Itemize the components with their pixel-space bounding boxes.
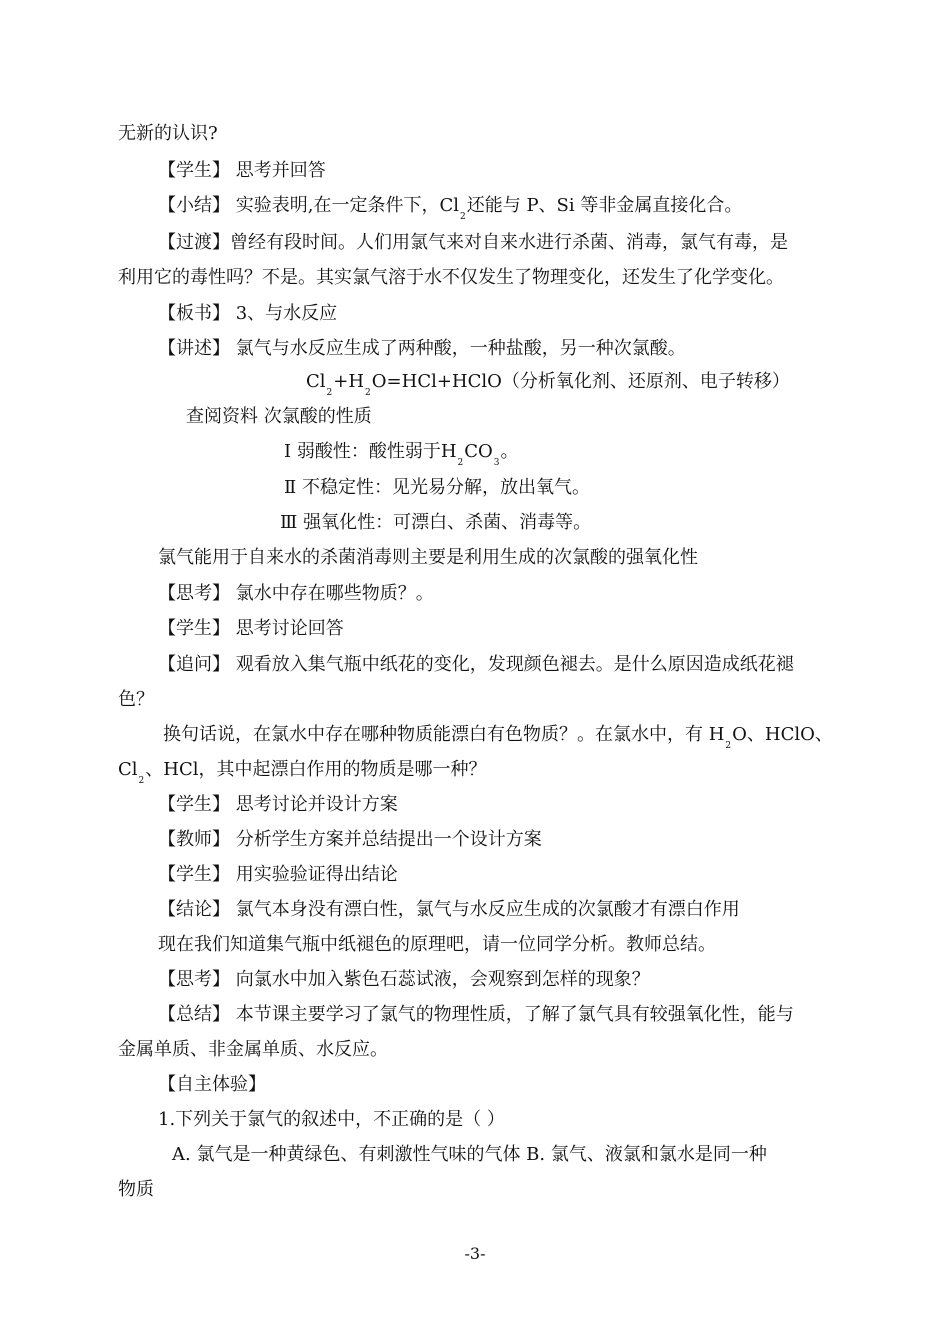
text-segment: +H xyxy=(333,371,365,392)
text-line: 【学生】 思考并回答 xyxy=(158,160,326,181)
subscript: 2 xyxy=(326,388,333,398)
text-line: 【总结】 本节课主要学习了氯气的物理性质，了解了氯气具有较强氧化性，能与 xyxy=(158,1004,794,1025)
answer-options: A. 氯气是一种黄绿色、有刺激性气味的气体 B. 氯气、液氯和氯水是同一种 xyxy=(172,1144,767,1165)
subscript: 2 xyxy=(725,741,732,751)
text-line: 物质 xyxy=(118,1179,154,1200)
question-stem: 1.下列关于氯气的叙述中，不正确的是（ ） xyxy=(158,1109,505,1130)
subscript: 2 xyxy=(365,388,371,398)
text-line: 氯气能用于自来水的杀菌消毒则主要是利用生成的次氯酸的强氧化性 xyxy=(158,547,698,568)
text-segment: O、HClO、 xyxy=(732,724,833,745)
text-line: 金属单质、非金属单质、水反应。 xyxy=(118,1039,388,1060)
text-line: 【学生】 思考讨论回答 xyxy=(158,618,344,639)
subscript: 3 xyxy=(493,458,500,468)
text-segment: CO xyxy=(464,441,493,462)
text-segment: Cl xyxy=(118,759,138,780)
text-line: 【思考】 向氯水中加入紫色石蕊试液，会观察到怎样的现象？ xyxy=(158,969,650,990)
text-line: 【教师】 分析学生方案并总结提出一个设计方案 xyxy=(158,829,542,850)
subscript: 2 xyxy=(459,212,466,222)
subscript: 2 xyxy=(138,776,145,786)
text-line: 【学生】 用实验验证得出结论 xyxy=(158,864,398,885)
text-line: 【板书】 3、与水反应 xyxy=(158,303,338,324)
section-heading: 【自主体验】 xyxy=(158,1074,266,1095)
text-segment: 、HCl，其中起漂白作用的物质是哪一种？ xyxy=(145,759,487,780)
text-segment: 。 xyxy=(500,441,519,462)
text-line: 查阅资料 次氯酸的性质 xyxy=(186,406,372,427)
property-item: Ⅱ 不稳定性：见光易分解，放出氧气。 xyxy=(284,477,590,498)
text-line: 【讲述】 氯气与水反应生成了两种酸，一种盐酸，另一种次氯酸。 xyxy=(158,338,686,359)
text-line: 【学生】 思考讨论并设计方案 xyxy=(158,794,398,815)
subscript: 2 xyxy=(457,458,464,468)
text-line: 无新的认识? xyxy=(118,123,218,144)
property-item xyxy=(284,441,519,466)
text-segment: Cl xyxy=(306,371,326,392)
text-line: 【思考】 氯水中存在哪些物质？。 xyxy=(158,583,434,604)
text-line xyxy=(158,195,742,220)
text-line: 色？ xyxy=(118,689,154,710)
text-segment: Ⅰ 弱酸性：酸性弱于H xyxy=(284,441,457,462)
page-number: -3- xyxy=(464,1244,486,1263)
text-line xyxy=(163,724,833,749)
property-item: Ⅲ 强氧化性：可漂白、杀菌、消毒等。 xyxy=(280,512,592,533)
text-segment: O=HCl+HClO（分析氧化剂、还原剂、电子转移） xyxy=(371,371,790,392)
text-line: 利用它的毒性吗？不是。其实氯气溶于水不仅发生了物理变化，还发生了化学变化。 xyxy=(118,267,784,288)
text-segment: 换句话说，在氯水中存在哪种物质能漂白有色物质？。在氯水中，有 H xyxy=(163,724,725,745)
text-line: 【结论】 氯气本身没有漂白性，氯气与水反应生成的次氯酸才有漂白作用 xyxy=(158,899,740,920)
text-line: 现在我们知道集气瓶中纸褪色的原理吧，请一位同学分析。教师总结。 xyxy=(158,934,716,955)
chemical-equation xyxy=(306,371,790,396)
text-line: 【追问】 观看放入集气瓶中纸花的变化，发现颜色褪去。是什么原因造成纸花褪 xyxy=(158,654,794,675)
text-segment: 【小结】 实验表明,在一定条件下，Cl xyxy=(158,195,459,216)
text-line xyxy=(118,759,487,784)
text-line: 【过渡】曾经有段时间。人们用氯气来对自来水进行杀菌、消毒，氯气有毒，是 xyxy=(158,232,788,253)
text-segment: 还能与 P、Si 等非金属直接化合。 xyxy=(466,195,743,216)
